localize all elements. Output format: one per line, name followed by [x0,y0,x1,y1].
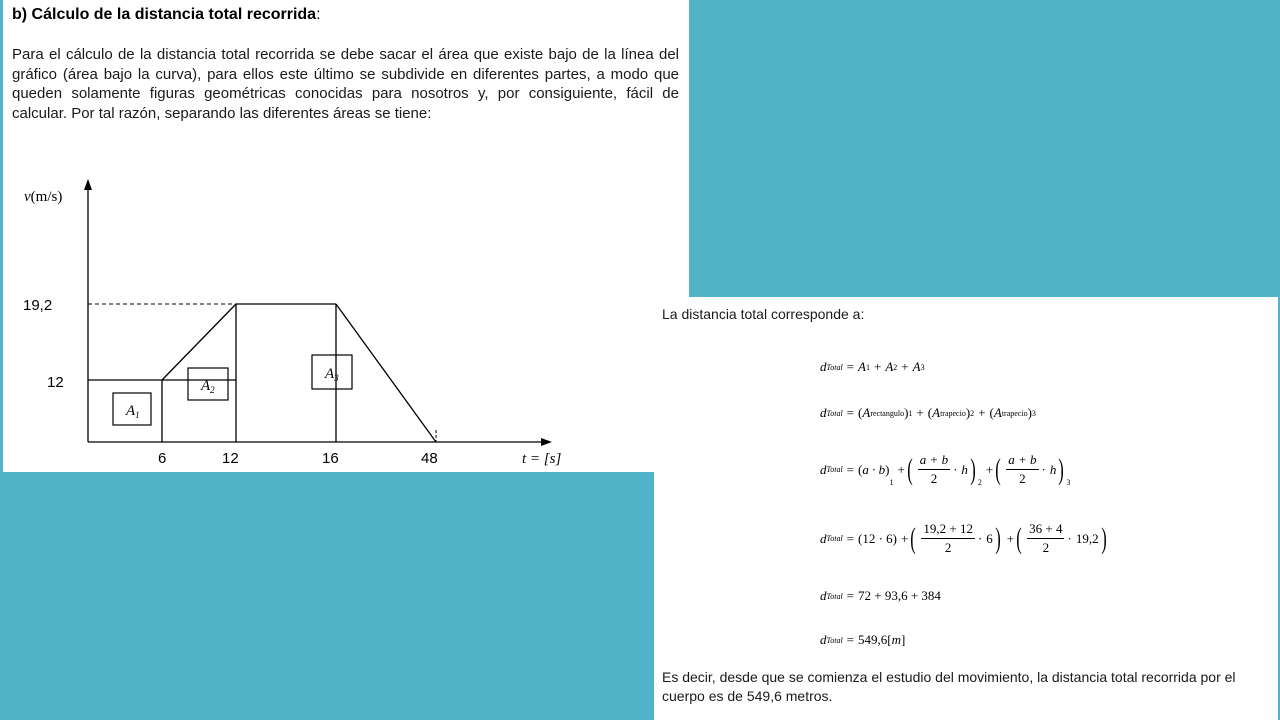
area-label-a1: $A_1$ [126,403,140,420]
x-tick-16: 16 [322,450,339,467]
heading-text: b) Cálculo de la distancia total recorrida [12,6,317,23]
velocity-ramp-line [162,304,236,380]
velocity-decline-line [336,304,436,442]
left-panel [3,0,689,472]
y-axis-label: v(m/s) [24,189,63,205]
conclusion-paragraph: Es decir, desde que se comienza el estudio del movimiento, la distancia total recorrida por el cuerpo es de 549,6 metros. [662,669,1236,704]
heading-colon: : [316,6,321,23]
equation-3: d Total = ( a · b ) 1 + ( $\frac{a + b}{2}$ · h ) 2 + ( $\frac{a + b}{2}$ · h ) 3 [820,452,1071,487]
area-label-a3: $A_3$ [325,366,339,383]
x-tick-48: 48 [421,450,438,467]
equation-2: d Total = ( A rectangulo ) 1 + ( A trapecio ) 2 + ( A trapecio ) 3 [820,405,1036,420]
x-axis-label: t = [s] [522,451,562,467]
y-tick-12: 12 [47,374,64,391]
equation-1: d Total = A 1 + A 2 + A 3 [820,359,925,374]
equation-5: d Total = 72 + 93,6 + 384 [820,588,941,603]
equation-6: d Total = 549,6 [ m ] [820,632,906,647]
x-tick-6: 6 [158,450,167,467]
equation-4: d Total = (12 · 6) + ( $\frac{19,2 + 12}{2}$ · 6 ) + ( $\frac{36 + 4}{2}$ · 19,2 ) [820,521,1107,555]
x-axis-arrow-icon [541,438,552,446]
intro-paragraph: Para el cálculo de la distancia total recorrida se debe sacar el área que existe bajo de la línea del gráfico (área bajo la curva), para ellos este último se subdivide en diferentes partes, a modo que queden solamente figuras geométricas conocidas para nosotros y, por consiguiente, fácil de calcular. Por tal razón, separando las diferentes áreas se tiene: [12,46,679,122]
area-label-a2: $A_2$ [201,378,215,395]
total-distance-intro: La distancia total corresponde a: [662,306,865,322]
velocity-time-graph [3,0,689,472]
y-axis-arrow-icon [84,179,92,190]
x-tick-12: 12 [222,450,239,467]
y-tick-19-2: 19,2 [23,297,53,314]
right-panel [654,297,1278,720]
